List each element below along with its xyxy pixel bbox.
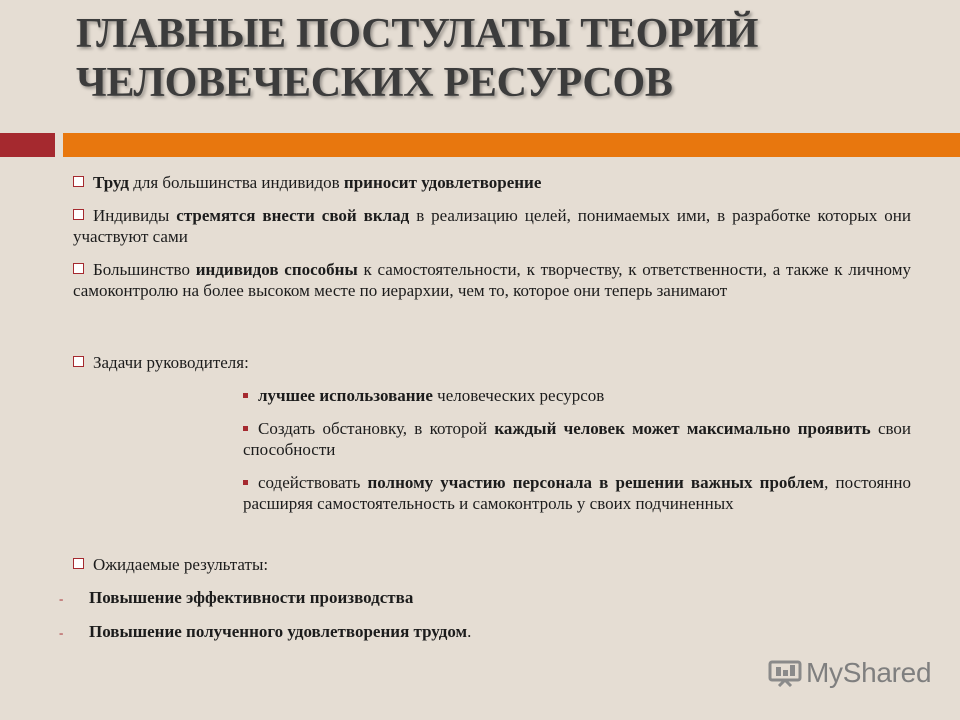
hollow-square-bullet-icon (73, 209, 84, 220)
filled-square-bullet-icon (243, 480, 248, 485)
text: . (467, 622, 472, 641)
text: Создать обстановку, в которой (258, 419, 495, 438)
watermark (768, 657, 931, 689)
accent-bar-red (0, 133, 55, 157)
bullet-item (73, 205, 911, 247)
item-text (243, 473, 911, 513)
results-heading: Ожидаемые результаты: (73, 554, 911, 575)
hollow-square-bullet-icon (73, 176, 84, 187)
text: свои способности (243, 419, 911, 459)
bold-text: полному участию персонала в решении важных проблем (367, 473, 825, 492)
text: для большинства индивидов (128, 173, 344, 192)
item-text (243, 419, 911, 459)
bold-text: Труд (93, 173, 129, 192)
accent-bar-orange (63, 133, 960, 157)
bold-text: стремятся внести свой вклад (176, 206, 410, 225)
result-item (59, 621, 911, 643)
item-text (73, 206, 911, 246)
slide-body (59, 172, 911, 643)
bold-text: каждый человек может максимально проявить (494, 419, 871, 438)
task-item (243, 385, 911, 406)
item-text (93, 173, 541, 192)
watermark-text: MyShared (806, 657, 932, 688)
text: к самостоятельности, к творчеству, к ответственности, а также к личному самоконтролю на более высоком месте по иерархии, чем то, которое они теперь занимают (73, 260, 911, 300)
bullet-item (73, 172, 911, 193)
bold-text: Повышение эффективности производства (89, 588, 414, 607)
slide-title-line-2: ЧЕЛОВЕЧЕСКИХ РЕСУРСОВ (76, 60, 673, 106)
text: содействовать (258, 473, 368, 492)
text: , постоянно расширяя самостоятельность и самоконтроль у своих подчиненных (243, 473, 911, 513)
tasks-heading: Задачи руководителя: (73, 352, 911, 373)
filled-square-bullet-icon (243, 393, 248, 398)
dash-bullet: - (59, 591, 64, 606)
item-text (89, 622, 471, 641)
hollow-square-bullet-icon (73, 263, 84, 274)
presentation-board-icon (768, 659, 802, 687)
hollow-square-bullet-icon (73, 356, 84, 367)
slide-title (76, 10, 936, 108)
item-text (258, 386, 604, 405)
result-item (59, 587, 911, 609)
bold-text: индивидов способны (195, 260, 358, 279)
hollow-square-bullet-icon (73, 558, 84, 569)
bold-text: Повышение полученного удовлетворения трудом (89, 622, 468, 641)
item-text (73, 260, 911, 300)
text: человеческих ресурсов (432, 386, 605, 405)
item-text (89, 588, 413, 607)
bold-text: лучшее использование (258, 386, 433, 405)
dash-bullet: - (59, 625, 64, 640)
text: Индивиды (93, 206, 177, 225)
task-item (243, 418, 911, 460)
slide-title-line-1: ГЛАВНЫЕ ПОСТУЛАТЫ ТЕОРИЙ (76, 11, 759, 57)
bold-text: приносит удовлетворение (343, 173, 542, 192)
bullet-item (73, 259, 911, 301)
filled-square-bullet-icon (243, 426, 248, 431)
text: Большинство (93, 260, 196, 279)
task-item (243, 472, 911, 514)
text: в реализацию целей, понимаемых ими, в разработке которых они участвуют сами (73, 206, 911, 246)
